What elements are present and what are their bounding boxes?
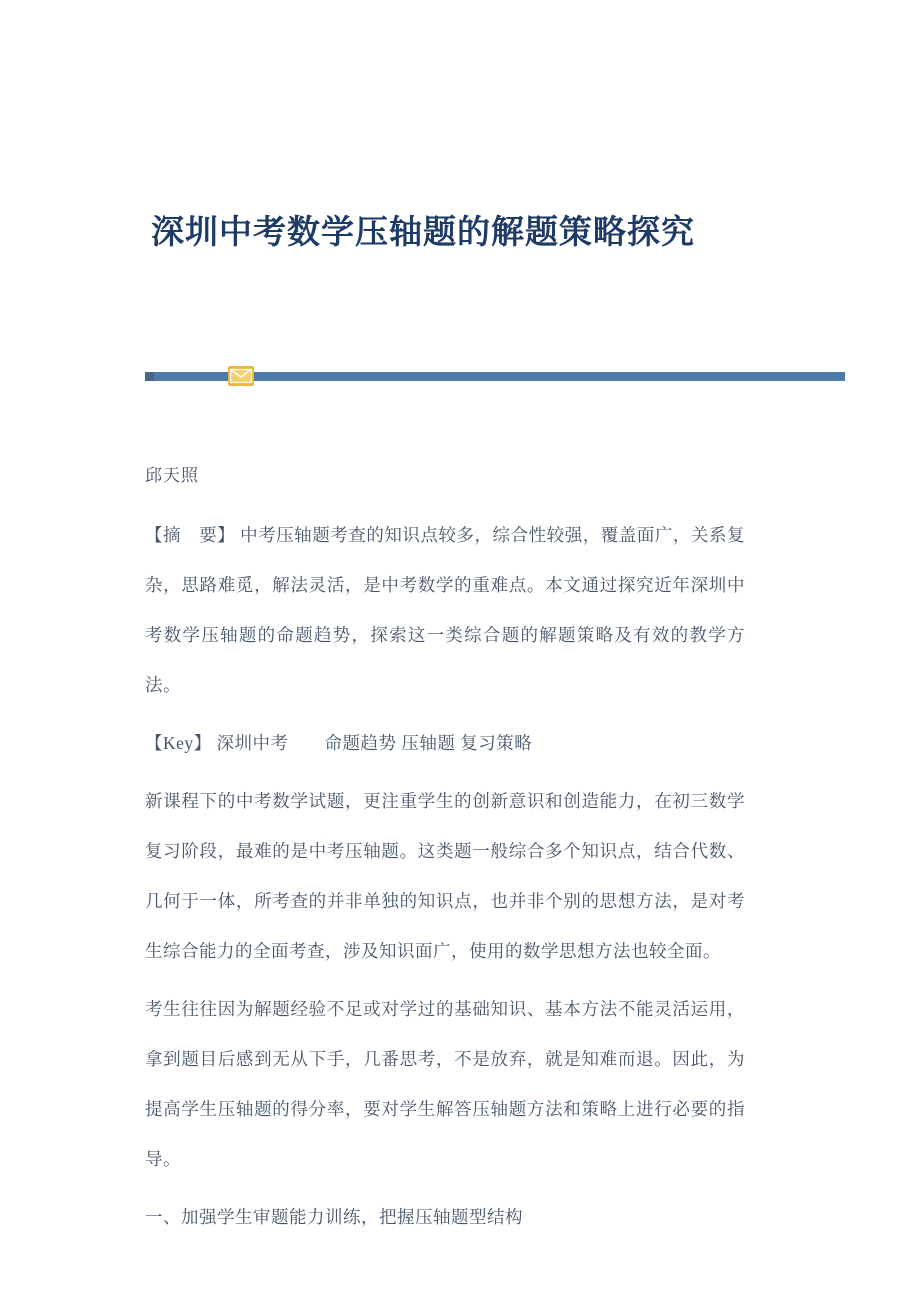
divider-end-cap [145,372,154,381]
body-paragraph-2: 考生往往因为解题经验不足或对学过的基础知识、基本方法不能灵活运用，拿到题目后感到无从下手，几番思考，不是放弃，就是知难而退。因此，为提高学生压轴题的得分率，要对学生解答压轴题方法和策略上进行必要的指导。 [145,998,745,1169]
document-page [145,0,845,1250]
author-name: 邱天照 [145,465,199,485]
envelope-icon [228,366,254,386]
section-heading: 一、加强学生审题能力训练，把握压轴题型结构 [145,1206,523,1227]
keywords-paragraph: 【Key】 深圳中考 命题趋势 压轴题 复习策略 [145,732,533,753]
abstract-paragraph: 【摘 要】 中考压轴题考查的知识点较多，综合性较强，覆盖面广，关系复杂，思路难觅，解法灵活，是中考数学的重难点。本文通过探究近年深圳中考数学压轴题的命题趋势，探索这一类综合题的解题策略及有效的教学方法。 [145,524,745,695]
title-divider [145,367,845,387]
body-paragraph-1: 新课程下的中考数学试题，更注重学生的创新意识和创造能力，在初三数学复习阶段，最难的是中考压轴题。这类题一般综合多个知识点，结合代数、几何于一体，所考查的并非单独的知识点，也并非个别的思想方法，是对考生综合能力的全面考查，涉及知识面广，使用的数学思想方法也较全面。 [145,790,745,961]
page-title: 深圳中考数学压轴题的解题策略探究 [151,215,695,251]
document-body [145,510,845,1242]
